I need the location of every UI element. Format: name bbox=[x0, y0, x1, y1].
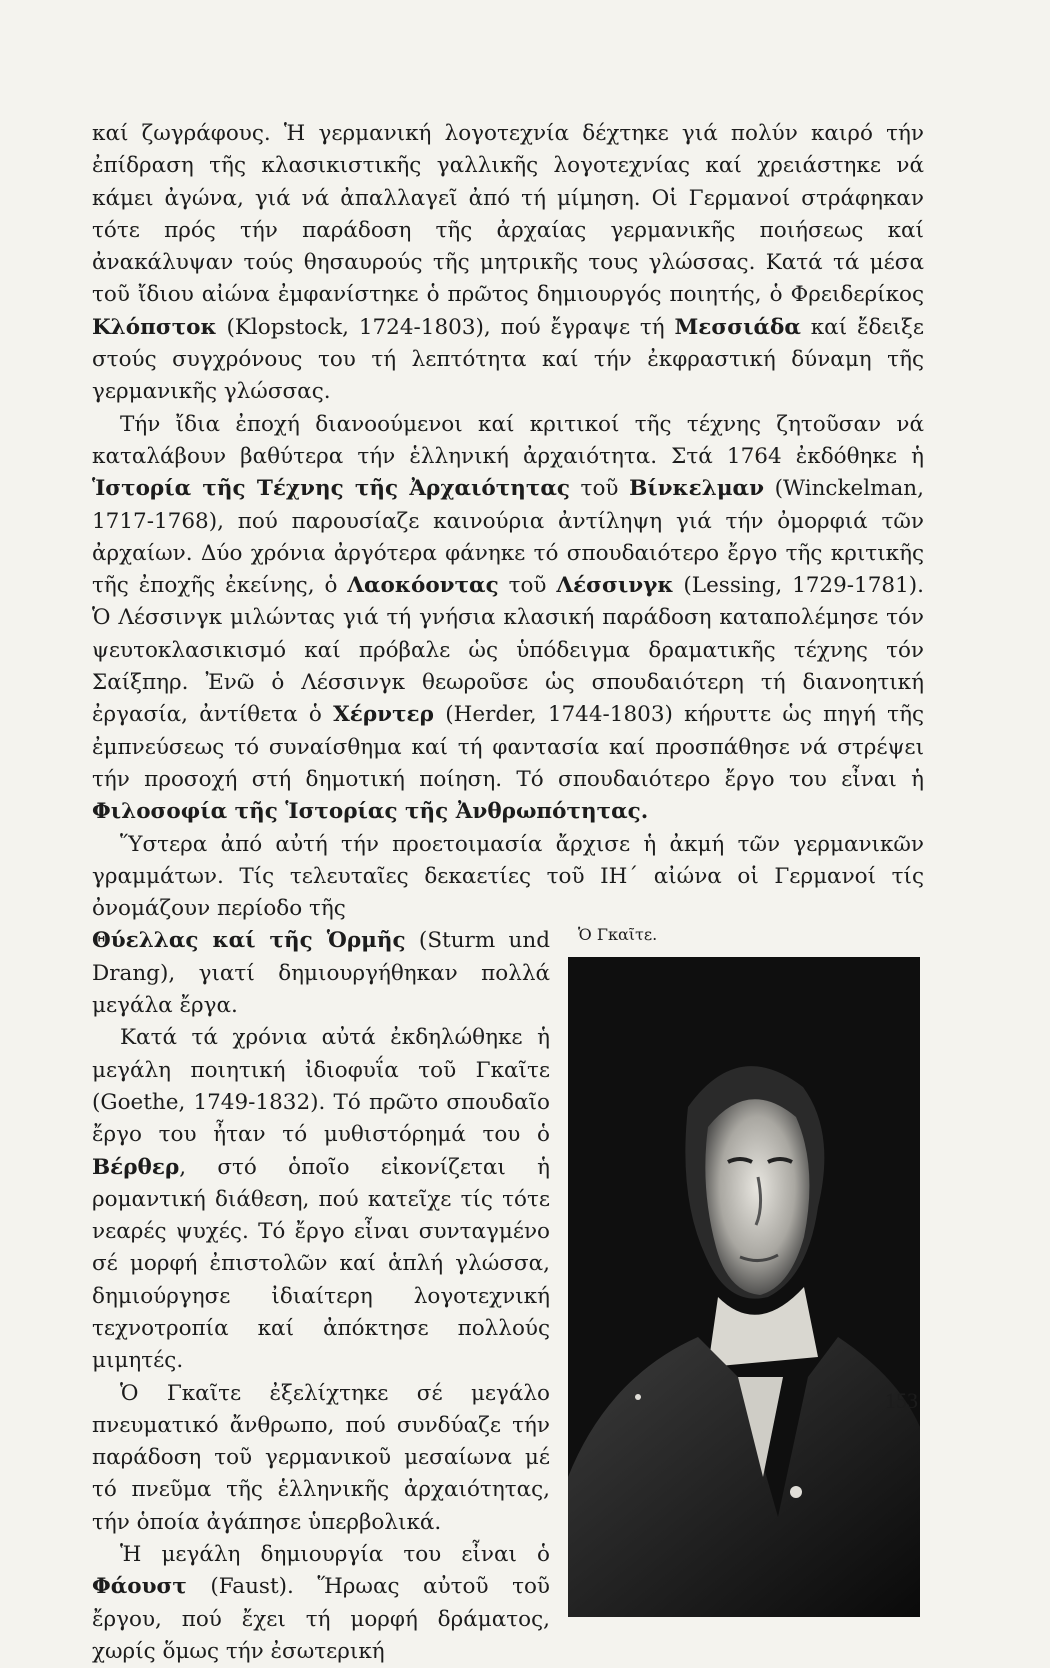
bold-term: Ἱστορία τῆς Τέχνης τῆς Ἀρχαιότητας bbox=[92, 476, 570, 502]
text-run: τοῦ bbox=[498, 573, 557, 599]
text-run: Ὁ Γκαῖτε ἐξελίχτηκε σέ μεγάλο πνευματικό ἄνθρωπο, πού συνδύαζε τήν παράδοση τοῦ γερμανικοῦ μεσαίωνα μέ τό πνεῦμα τῆς ἑλληνικῆς ἀρχαιότητας, τήν ὁποία ἀγάπησε ὑπερβολικά. bbox=[92, 1380, 550, 1535]
text-run: Κατά τά χρόνια αὐτά ἐκδηλώθηκε ἡ μεγάλη ποιητική ἰδιοφυΐα τοῦ Γκαῖτε (Goethe, 1749-1832). Τό πρῶτο σπουδαῖο ἔργο του ἦταν τό μυθιστόρημά του ὁ bbox=[92, 1025, 550, 1148]
text-run: (Lessing, 1729-1781). Ὁ Λέσσινγκ μιλώντας γιά τή γνήσια κλασική παράδοση καταπολέμησε τόν ψευτοκλασικισμό καί πρόβαλε ὡς ὑπόδειγμα δραματικῆς τέχνης τόν Σαίξπηρ. Ἐνῶ ὁ Λέσσινγκ θεωροῦσε ὡς σπουδαιότερη τή διανοητική ἐργασία, ἀντίθετα ὁ bbox=[92, 573, 924, 728]
text-run: τοῦ bbox=[569, 476, 630, 502]
bold-term: Φιλοσοφία τῆς Ἱστορίας τῆς Ἀνθρωπότητας. bbox=[92, 799, 649, 825]
paragraph-p2 bbox=[92, 409, 924, 829]
goethe-portrait-image bbox=[568, 957, 920, 1617]
split-paragraph bbox=[92, 925, 550, 1022]
bold-term: Βέρθερ bbox=[92, 1154, 180, 1180]
bold-term: Θύελλας καί τῆς Ὁρμῆς bbox=[92, 928, 406, 954]
bold-term: Φάουστ bbox=[92, 1574, 187, 1600]
bold-term: Μεσσιάδα bbox=[674, 314, 801, 340]
bold-term: Λέσσινγκ bbox=[556, 573, 674, 599]
text-run: , στό ὁποῖο εἰκονίζεται ἡ ρομαντική διάθεση, πού κατεῖχε τίς τότε νεαρές ψυχές. Τό ἔργο εἶναι συνταγμένο σέ μορφή ἐπιστολῶν καί ἁπλή γλώσσα, δημιούργησε ἰδιαίτερη λογοτεχνική τεχνοτροπία καί ἀπόκτησε πολλούς μιμητές. bbox=[92, 1154, 550, 1374]
bold-term: Κλόπστοκ bbox=[92, 314, 217, 340]
paragraph-p1 bbox=[92, 118, 924, 409]
portrait-drawing bbox=[568, 957, 920, 1617]
bold-term: Χέρντερ bbox=[333, 702, 434, 728]
text-run: καί ζωγράφους. Ἡ γερμανική λογοτεχνία δέχτηκε γιά πολύν καιρό τήν ἐπίδραση τῆς κλασικιστικῆς γαλλικῆς λογοτεχνίας καί χρειάστηκε νά κάμει ἀγώνα, γιά νά ἀπαλλαγεῖ ἀπό τή μίμηση. Οἱ Γερμανοί στράφηκαν τότε πρός τήν παράδοση τῆς ἀρχαίας γερμανικῆς ποιήσεως καί ἀνακάλυψαν τούς θησαυρούς τῆς μητρικῆς τους γλώσσας. Κατά τά μέσα τοῦ ἴδιου αἰώνα ἐμφανίστηκε ὁ πρῶτος δημιουργός ποιητής, ὁ Φρειδερίκος bbox=[92, 121, 924, 308]
goethe-figure bbox=[568, 925, 924, 1617]
text-run: (Sturm und Drang), γιατί δημιουργήθηκαν πολλά μεγάλα ἔργα. bbox=[92, 928, 550, 1019]
bold-term: Λαοκόοντας bbox=[347, 573, 499, 599]
paragraph-split bbox=[92, 925, 550, 1022]
paragraph-p3 bbox=[92, 829, 924, 926]
text-run: Τήν ἴδια ἐποχή διανοούμενοι καί κριτικοί τῆς τέχνης ζητοῦσαν νά καταλάβουν βαθύτερα τήν ἑλληνική ἀρχαιότητα. Στά 1764 ἐκδόθηκε ἡ bbox=[92, 411, 924, 469]
text-run: καί ἔδειξε στούς συγχρόνους του τή λεπτότητα καί τήν ἐκφραστική δύναμη τῆς γερμανικῆς γλώσσας. bbox=[92, 314, 924, 405]
text-run: (Faust). Ἥρωας αὐτοῦ τοῦ ἔργου, πού ἔχει τή μορφή δράματος, χωρίς ὅμως τήν ἐσωτερική bbox=[92, 1574, 550, 1664]
text-run: (Herder, 1744-1803) κήρυττε ὡς πηγή τῆς ἐμπνεύσεως τό συναίσθημα καί τή φαντασία καί προσπάθησε νά στρέψει τήν προσοχή στή δημοτική ποίηση. Τό σπουδαιότερο ἔργο του εἶναι ἡ bbox=[92, 702, 924, 792]
bold-term: Βίνκελμαν bbox=[629, 476, 765, 502]
text-run: Ὕστερα ἀπό αὐτή τήν προετοιμασία ἄρχισε ἡ ἀκμή τῶν γερμανικῶν γραμμάτων. Τίς τελευταῖες δεκαετίες τοῦ ΙΗ΄ αἰώνα οἱ Γερμανοί τίς ὀνομάζουν περίοδο τῆς bbox=[92, 831, 924, 922]
top-paragraphs bbox=[92, 118, 924, 925]
figure-caption: Ὁ Γκαῖτε. bbox=[578, 925, 658, 945]
page-number: 153 bbox=[885, 1388, 918, 1413]
text-run: Ἡ μεγάλη δημιουργία του εἶναι ὁ bbox=[120, 1542, 550, 1568]
page-body bbox=[92, 118, 924, 1668]
text-run: (Klopstock, 1724-1803), πού ἔγραψε τή bbox=[216, 314, 675, 340]
text-run: (Winckelman, 1717-1768), πού παρουσίαζε καινούρια ἀντίληψη γιά τήν ὀμορφιά τῶν ἀρχαίων. Δύο χρόνια ἀργότερα φάνηκε τό σπουδαιότερο ἔργο τῆς κριτικῆς τῆς ἐποχῆς ἐκείνης, ὁ bbox=[92, 476, 924, 599]
